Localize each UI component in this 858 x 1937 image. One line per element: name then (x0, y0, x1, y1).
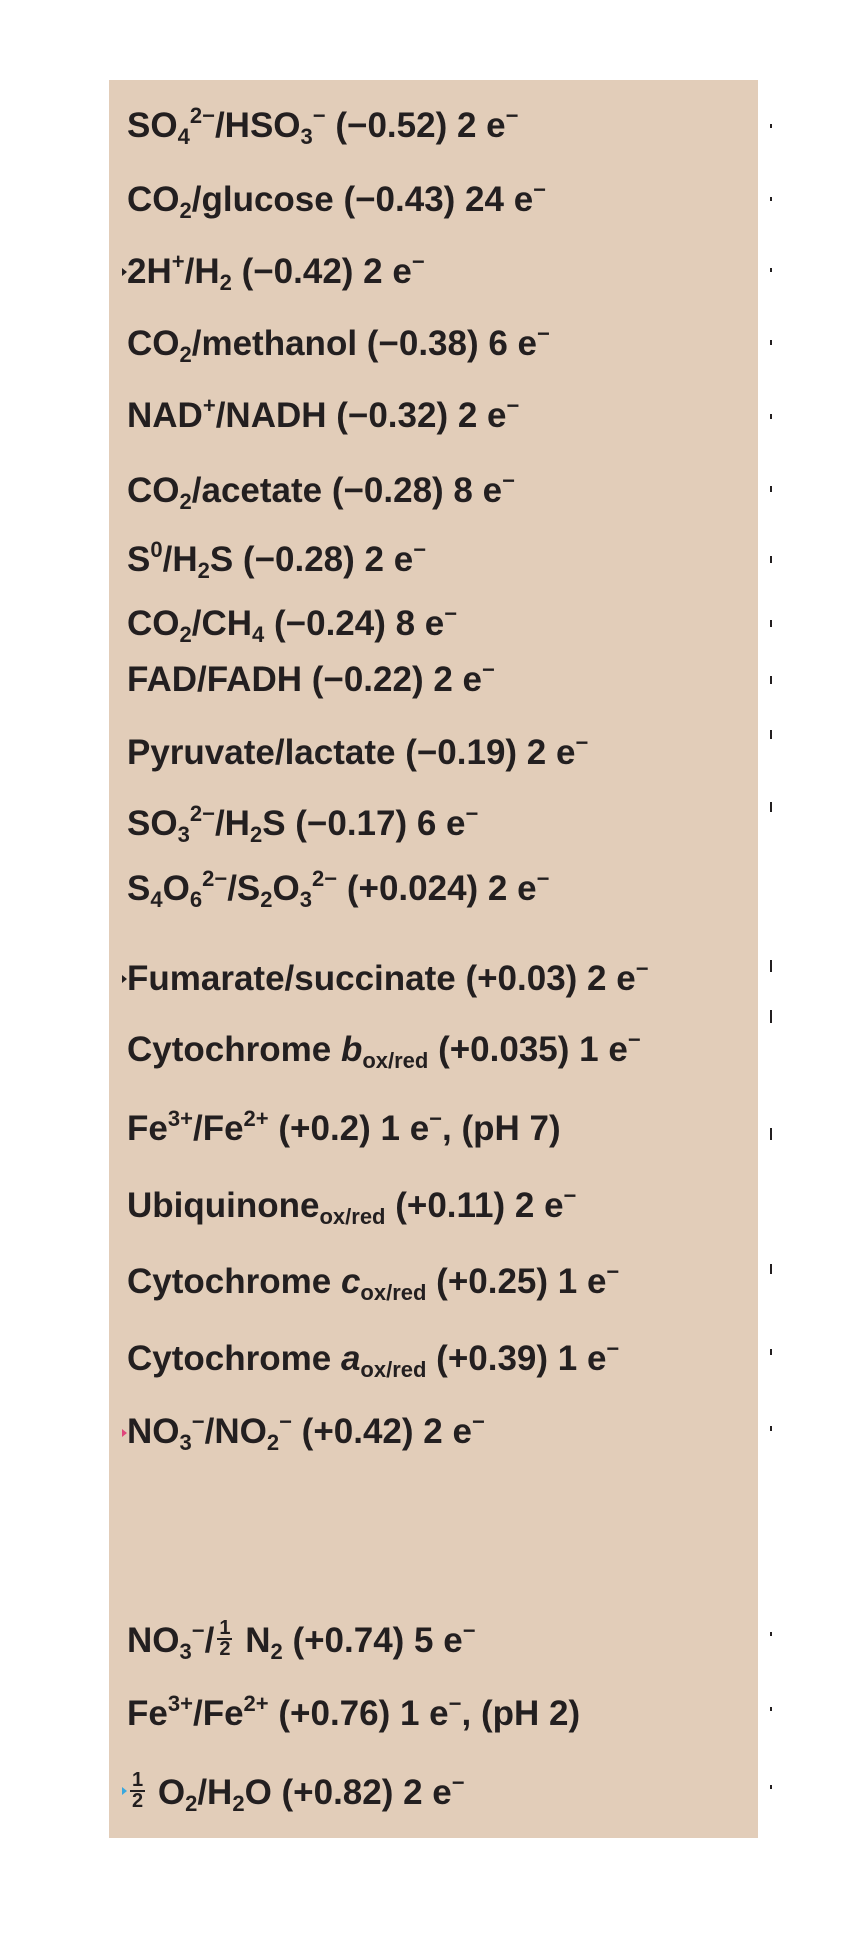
scale-tick (770, 802, 772, 812)
redox-couple-nad-nadh: NAD+/NADH (−0.32) 2 e− (127, 393, 520, 435)
redox-couple-pyruvate-lactate: Pyruvate/lactate (−0.19) 2 e− (127, 730, 589, 772)
scale-tick (770, 124, 772, 128)
scale-tick (770, 1707, 772, 1711)
redox-couple-so3-h2s: $SO_3^{2-}/H_2S$ (−0.17) 6 e− (127, 801, 479, 847)
redox-couple-h-h2: $2H^+/H_2$ (−0.42) 2 e− (127, 249, 425, 295)
redox-couple-half-o2-h2o: $\frac{1}{2}$ $O_2/H_2O$ (+0.82) 2 e− (132, 1768, 465, 1816)
redox-couple-s0-h2s: $S^0/H_2S$ (−0.28) 2 e− (127, 537, 427, 583)
one-half-fraction: $\frac{1}{2}$ (219, 1616, 231, 1660)
redox-couple-co2-methanol: $CO_2$/methanol (−0.38) 6 e− (127, 321, 550, 367)
redox-couple-fe3-fe2-ph7: $Fe^{3+}/Fe^{2+}$ (+0.2) 1 e−, (pH 7) (127, 1106, 561, 1148)
scale-tick (770, 1349, 772, 1355)
scale-tick (770, 1632, 772, 1636)
redox-couple-ubiquinone: Ubiquinone$_{ox/red}$ (+0.11) 2 e− (127, 1183, 577, 1229)
redox-couple-s4o6-s2o3: $S_4O_6^{2-}/S_2O_3^{2-}$ (+0.024) 2 e− (127, 866, 550, 912)
redox-couple-co2-ch4: $CO_2/CH_4$ (−0.24) 8 e− (127, 601, 458, 647)
scale-tick (770, 1010, 772, 1023)
scale-tick (770, 486, 772, 492)
scale-tick (770, 268, 772, 272)
redox-couple-fad-fadh: FAD/FADH (−0.22) 2 e− (127, 657, 495, 699)
scale-tick (770, 730, 772, 739)
redox-couple-fe3-fe2-ph2: $Fe^{3+}/Fe^{2+}$ (+0.76) 1 e−, (pH 2) (127, 1691, 581, 1733)
redox-couple-cytochrome-b: Cytochrome $b_{ox/red}$ (+0.035) 1 e− (127, 1027, 641, 1073)
scale-tick (770, 1426, 772, 1431)
scale-tick (770, 414, 772, 419)
scale-tick (770, 1785, 772, 1789)
arrow-marker-icon (122, 1787, 127, 1795)
scale-tick (770, 1128, 772, 1140)
redox-couple-co2-acetate: $CO_2$/acetate (−0.28) 8 e− (127, 468, 515, 514)
scale-tick (770, 676, 772, 684)
scale-tick (770, 1264, 772, 1274)
arrow-marker-icon (122, 975, 127, 983)
scale-tick (770, 197, 772, 201)
scale-tick (770, 960, 772, 972)
arrow-marker-icon (122, 268, 127, 276)
one-half-fraction: $\frac{1}{2}$ (132, 1768, 144, 1812)
scale-tick (770, 556, 772, 563)
redox-couple-cytochrome-a: Cytochrome $a_{ox/red}$ (+0.39) 1 e− (127, 1336, 620, 1382)
redox-couple-co2-glucose: $CO_2$/glucose (−0.43) 24 e− (127, 177, 547, 223)
scale-tick (770, 340, 772, 345)
redox-couple-fumarate-succinate: Fumarate/succinate (+0.03) 2 e− (127, 956, 649, 998)
redox-couple-cytochrome-c: Cytochrome $c_{ox/red}$ (+0.25) 1 e− (127, 1259, 620, 1305)
redox-couple-no3-no2: $NO_3^-/NO_2^-$ (+0.42) 2 e− (127, 1409, 485, 1455)
redox-couple-so4-hso3: $SO_4^{2-}/HSO_3^-$ (−0.52) 2 e− (127, 103, 519, 149)
scale-tick (770, 620, 772, 627)
redox-couple-no3-half-n2: $NO_3^-/$ $\frac{1}{2}$ $N_2$ (+0.74) 5 e− (127, 1616, 476, 1664)
arrow-marker-icon (122, 1429, 127, 1437)
